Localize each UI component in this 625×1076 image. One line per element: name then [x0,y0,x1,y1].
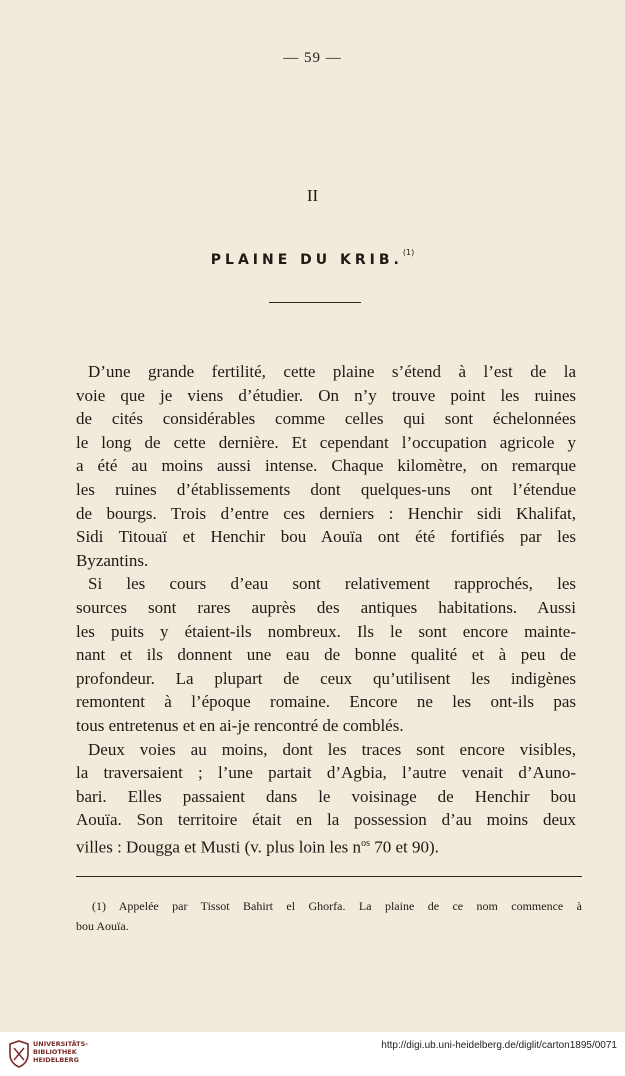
page-number: — 59 — [283,50,342,66]
body-line: sources sont rares auprès des antiques habitations. Aussi [76,597,576,617]
permalink-url[interactable]: http://digi.ub.uni-heidelberg.de/diglit/carton1895/0071 [381,1040,617,1051]
section-numeral: II [306,186,319,205]
body-line: remontent à l’époque romaine. Encore ne les ont-ils pas [76,692,576,712]
body-text [76,360,576,859]
plural-number-mark: os [361,837,370,849]
library-logo-text [33,1040,88,1064]
footnote-line: (1) Appelée par Tissot Bahirt el Ghorfa. La plaine de ce nom commence à [92,899,582,913]
body-line: la traversaient ; l’une partait d’Agbia, l’autre venait d’Auno- [76,763,576,783]
body-line-last [76,832,576,859]
body-line: tous entretenus et en ai-je rencontré de comblés. [76,715,404,735]
heidelberg-logo-icon [8,1040,30,1068]
chapter-title [0,248,625,268]
footnote-rule [76,876,582,877]
body-line: profondeur. La plupart de ceux qu’utilisent les indigènes [76,668,576,688]
logo-line: UNIVERSITÄTS- [33,1040,88,1048]
body-line: Deux voies au moins, dont les traces sont encore visibles, [88,739,576,759]
body-line: Sidi Titouaï et Henchir bou Aouïa ont été fortifiés par les [76,527,576,547]
body-line: de cités considérables comme celles qui sont échelonnées [76,409,576,429]
logo-line: BIBLIOTHEK [33,1048,77,1056]
chapter-footnote-mark: (1) [402,248,415,257]
body-line: D’une grande fertilité, cette plaine s’étend à l’est de la [88,362,576,381]
body-line: voie que je viens d’étudier. On n’y trouve point les ruines [76,385,576,405]
body-line: bari. Elles passaient dans le voisinage de Henchir bou [76,786,576,806]
body-line: les ruines d’établissements dont quelques-uns ont l’étendue [76,479,576,499]
body-line: les puits y étaient-ils nombreux. Ils le sont encore mainte- [76,621,576,641]
body-line-last-text: villes : Dougga et Musti (v. plus loin les n [76,837,362,857]
body-line-last-end: 70 et 90). [369,837,439,857]
viewer-footer [0,1032,625,1076]
chapter-title-text: PLAINE DU KRIB. [210,252,403,268]
title-rule [269,302,361,303]
body-line: Si les cours d’eau sont relativement rapprochés, les [88,574,576,594]
footnote-line: bou Aouïa. [76,919,129,933]
body-line: a été au moins aussi intense. Chaque kilomètre, on remarque [76,456,576,476]
body-line: nant et ils donnent une eau de bonne qualité et à peu de [76,645,576,665]
body-line: Byzantins. [76,550,149,570]
body-line: Aouïa. Son territoire était en la possession d’au moins deux [76,810,576,830]
body-line: le long de cette dernière. Et cependant l’occupation agricole y [76,432,576,452]
body-line: de bourgs. Trois d’entre ces derniers : Henchir sidi Khalifat, [76,503,576,523]
footnote [76,896,582,936]
logo-line: HEIDELBERG [33,1056,80,1064]
